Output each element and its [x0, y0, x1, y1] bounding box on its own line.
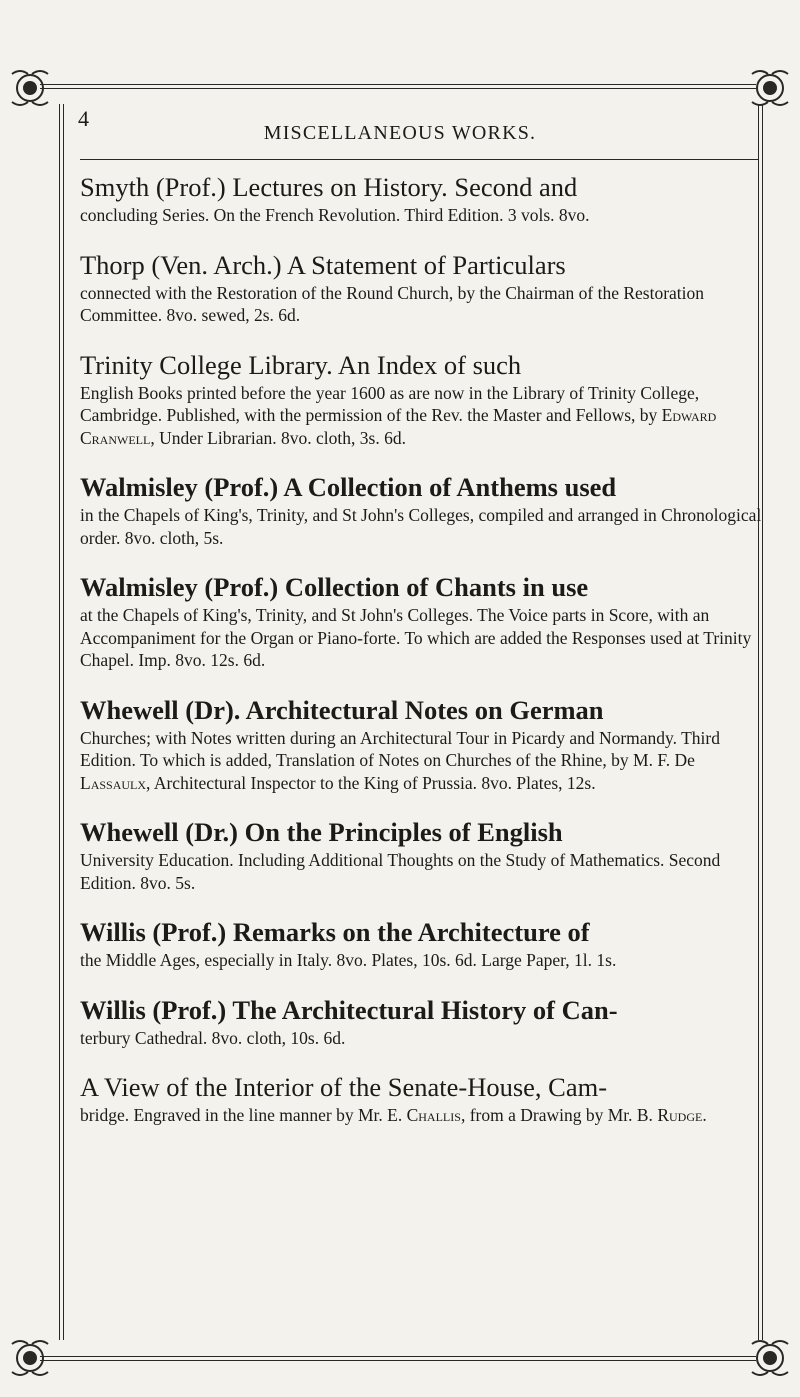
entry-title: Remarks on the Architecture of: [232, 917, 590, 947]
engraver-name: Edward Cranwell: [80, 405, 717, 448]
catalogue-entry: [80, 248, 762, 327]
entry-author: Whewell (Dr).: [80, 694, 241, 725]
entry-title: A Collection of Anthems used: [283, 472, 617, 502]
entry-author: Willis (Prof.): [80, 994, 227, 1025]
entry-description: terbury Cathedral. 8vo. cloth, 10s. 6d.: [80, 1027, 346, 1048]
catalogue-entry: [80, 815, 762, 894]
frame-bottom-rule: [40, 1356, 756, 1357]
catalogue-entry: [80, 170, 762, 227]
entry-description: in the Chapels of King's, Trinity, and St John's Colleges, compiled and arranged in Chronological order. 8vo. cloth, 5s.: [80, 505, 762, 548]
entry-heading: [80, 815, 762, 849]
catalogue-entry: [80, 570, 762, 672]
entry-author: Smyth (Prof.): [80, 172, 226, 202]
catalogue-entries: [80, 170, 762, 1148]
entry-heading: [80, 170, 762, 204]
entry-description: concluding Series. On the French Revolution. Third Edition. 3 vols. 8vo.: [80, 205, 590, 225]
catalogue-entry: [80, 915, 762, 972]
frame-top-rule: [40, 84, 756, 85]
frame-top-rule-inner: [40, 88, 756, 89]
entry-heading: [80, 470, 762, 504]
entry-description: University Education. Including Additional Thoughts on the Study of Mathematics. Second Edition. 8vo. 5s.: [80, 850, 721, 893]
page-number: 4: [78, 106, 89, 131]
catalogue-entry: [80, 348, 762, 450]
entry-title: A Statement of Particulars: [286, 249, 566, 280]
corner-ornament-icon: [748, 66, 792, 110]
entry-heading: [80, 693, 762, 727]
person-name: Lassaulx: [80, 772, 147, 793]
catalogue-entry: [80, 470, 762, 549]
entry-title: of the Interior of the Senate-House, Cam-: [166, 1072, 608, 1102]
entry-title: On the Principles of English: [244, 817, 563, 847]
entry-heading: [80, 1070, 762, 1104]
entry-description: bridge. Engraved in the line manner by Mr. E. Challis, from a Drawing by Mr. B. Rudge.: [80, 1105, 707, 1125]
engraver-name: Challis: [406, 1105, 461, 1125]
frame-bottom-rule-inner: [40, 1360, 756, 1361]
entry-description: Churches; with Notes written during an Architectural Tour in Picardy and Normandy. Third Edition. To which is added, Translation of Notes on Churches of the Rhine, by M. F. De Lassaulx, Architectural Inspector to the King of Prussia. 8vo. Plates, 12s.: [80, 727, 720, 793]
corner-ornament-icon: [8, 1336, 52, 1380]
frame-right-rule-inner: [762, 104, 763, 1340]
catalogue-entry: [80, 993, 762, 1050]
entry-title: An Index of such: [337, 349, 522, 380]
catalogue-entry: [80, 1070, 762, 1127]
entry-title: The Architectural History of Can-: [232, 994, 618, 1025]
entry-heading: [80, 248, 762, 282]
entry-author: Walmisley (Prof.): [80, 572, 279, 602]
entry-author: Trinity College Library.: [80, 349, 333, 380]
entry-author: Whewell (Dr.): [80, 817, 238, 847]
entry-heading: [80, 993, 762, 1027]
artist-name: Rudge: [657, 1105, 703, 1125]
entry-description: the Middle Ages, especially in Italy. 8vo. Plates, 10s. 6d. Large Paper, 1l. 1s.: [80, 950, 617, 970]
entry-description: connected with the Restoration of the Round Church, by the Chairman of the Restoration Committee. 8vo. sewed, 2s. 6d.: [80, 282, 705, 325]
frame-left-rule-inner: [63, 104, 64, 1340]
entry-heading: [80, 915, 762, 949]
corner-ornament-icon: [748, 1336, 792, 1380]
entry-heading: [80, 348, 762, 382]
entry-title: Collection of Chants in use: [284, 572, 589, 602]
corner-ornament-icon: [8, 66, 52, 110]
entry-title: Lectures on History. Second and: [232, 172, 578, 202]
entry-title: Architectural Notes on German: [245, 694, 604, 725]
entry-description: at the Chapels of King's, Trinity, and St John's Colleges. The Voice parts in Score, with an Accompaniment for the Organ or Piano-forte. To which are added the Responses used at Trinity Chapel. Imp. 8vo. 12s. 6d.: [80, 605, 752, 670]
catalogue-entry: [80, 693, 762, 795]
entry-heading: [80, 570, 762, 604]
entry-author: Walmisley (Prof.): [80, 472, 279, 502]
entry-author: Thorp (Ven. Arch.): [80, 249, 282, 280]
entry-description: English Books printed before the year 1600 as are now in the Library of Trinity College, Cambridge. Published, with the permission of the Rev. the Master and Fellows, by Edward Cranwell, Under Librarian. 8vo. cloth, 3s. 6d.: [80, 382, 717, 448]
entry-author: A View: [80, 1072, 160, 1102]
header-rule: [80, 159, 758, 160]
running-head: MISCELLANEOUS WORKS.: [263, 122, 537, 144]
entry-author: Willis (Prof.): [80, 917, 227, 947]
frame-left-rule: [59, 104, 60, 1340]
